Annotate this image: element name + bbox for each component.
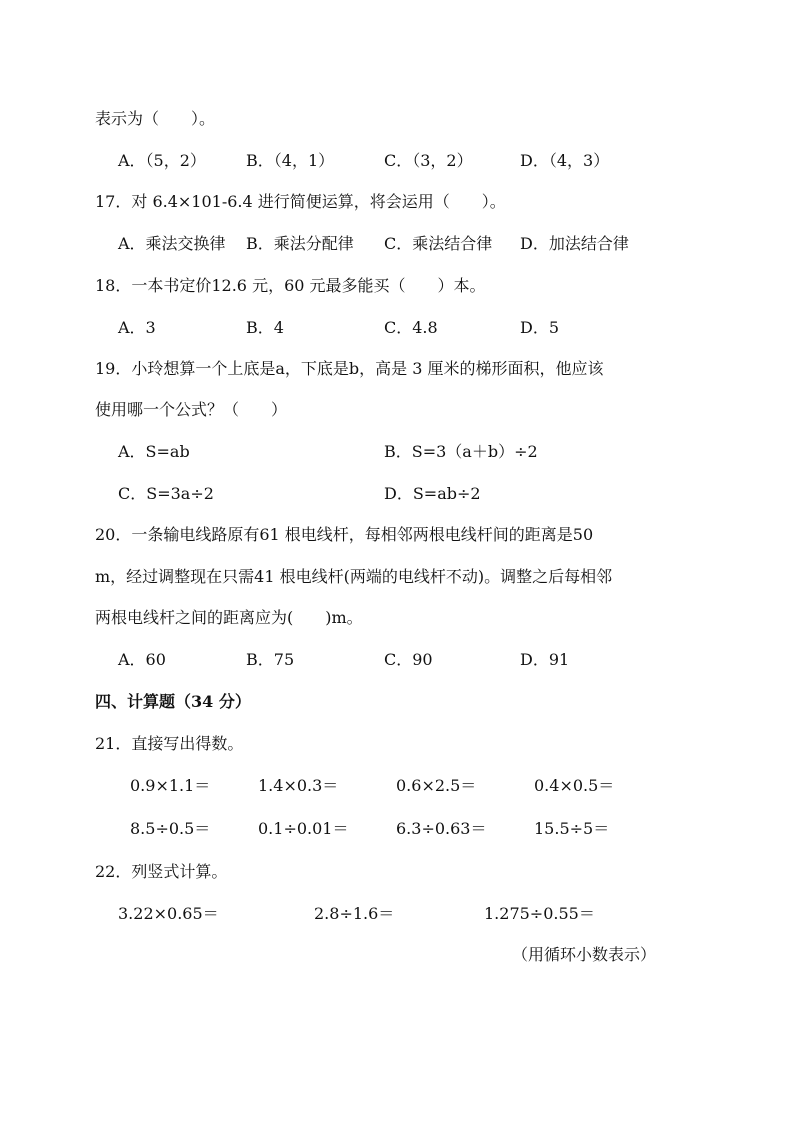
q19-stem-line2: 使用哪一个公式？（ ）: [95, 400, 288, 419]
q18-option-a: A．3: [118, 318, 156, 337]
q19-option-a: A．S=ab: [118, 442, 190, 461]
q16-option-d: D．（4，3）: [520, 151, 610, 170]
q20-option-d: D．91: [520, 650, 570, 669]
q18-option-c: C．4.8: [384, 318, 438, 337]
q20-stem-line1: 20．一条输电线路原有61 根电线杆，每相邻两根电线杆间的距离是50: [95, 525, 594, 544]
q20-option-a: A．60: [118, 650, 166, 669]
q18-stem: 18．一本书定价12.6 元，60 元最多能买（ ）本。: [95, 276, 486, 295]
q21-expression: 8.5÷0.5＝: [130, 819, 211, 838]
q21-expression: 0.9×1.1＝: [130, 776, 211, 795]
q17-option-a: A．乘法交换律: [118, 234, 226, 253]
q21-expression: 0.6×2.5＝: [396, 776, 477, 795]
q21-expression: 0.1÷0.01＝: [258, 819, 349, 838]
q22-expression: 1.275÷0.55＝: [484, 904, 595, 923]
q22-note: （用循环小数表示）: [512, 945, 657, 964]
q21-expression: 15.5÷5＝: [534, 819, 610, 838]
q20-option-c: C．90: [384, 650, 433, 669]
q22-expression: 2.8÷1.6＝: [314, 904, 395, 923]
q20-stem-line2: m，经过调整现在只需41 根电线杆(两端的电线杆不动)。调整之后每相邻: [95, 567, 613, 586]
q22-expression: 3.22×0.65＝: [118, 904, 219, 923]
q18-option-d: D．5: [520, 318, 560, 337]
q19-option-d: D．S=ab÷2: [384, 484, 481, 503]
q22-stem: 22．列竖式计算。: [95, 862, 228, 881]
q16-continuation: 表示为（ ）。: [95, 109, 216, 128]
q17-option-c: C．乘法结合律: [384, 234, 493, 253]
q21-expression: 6.3÷0.63＝: [396, 819, 487, 838]
q19-stem-line1: 19．小玲想算一个上底是a，下底是b，高是 3 厘米的梯形面积，他应该: [95, 359, 604, 378]
q21-stem: 21．直接写出得数。: [95, 734, 244, 753]
q20-stem-line3: 两根电线杆之间的距离应为( )m。: [95, 608, 363, 627]
q19-option-c: C．S=3a÷2: [118, 484, 214, 503]
q17-option-b: B．乘法分配律: [246, 234, 354, 253]
section-heading: 四、计算题（34 分）: [95, 692, 251, 711]
q18-option-b: B．4: [246, 318, 284, 337]
q21-expression: 0.4×0.5＝: [534, 776, 615, 795]
q16-option-a: A．（5，2）: [118, 151, 206, 170]
q17-stem: 17．对 6.4×101-6.4 进行简便运算，将会运用（ ）。: [95, 192, 506, 211]
q21-expression: 1.4×0.3＝: [258, 776, 339, 795]
q19-option-b: B．S=3（a＋b）÷2: [384, 442, 538, 461]
q16-option-c: C．（3，2）: [384, 151, 473, 170]
q17-option-d: D．加法结合律: [520, 234, 629, 253]
q16-option-b: B．（4，1）: [246, 151, 335, 170]
q20-option-b: B．75: [246, 650, 295, 669]
